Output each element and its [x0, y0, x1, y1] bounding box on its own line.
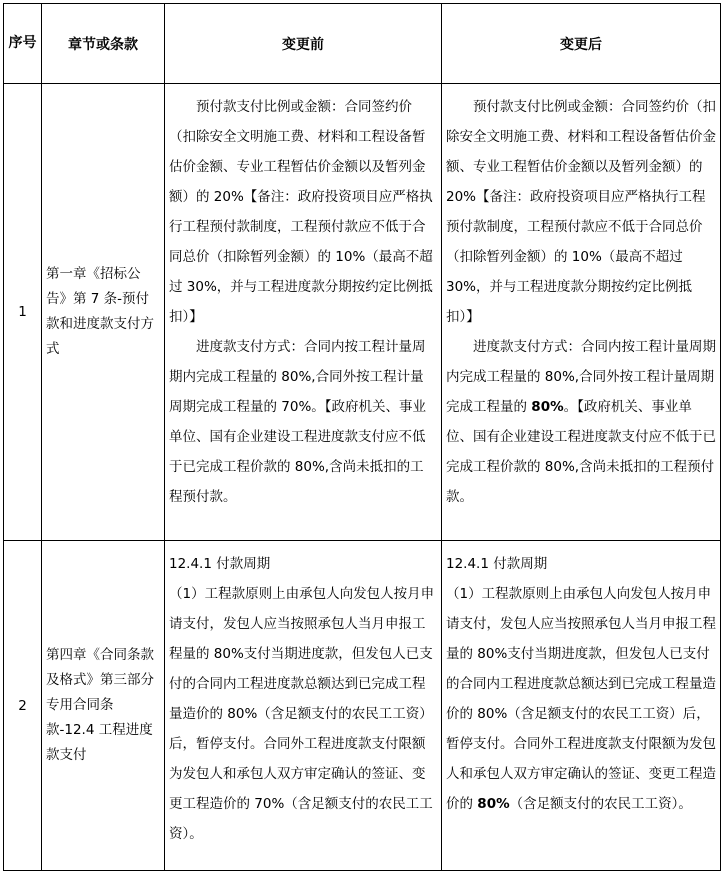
row-chapter: 第一章《招标公告》第 7 条-预付款和进度款支付方式 [42, 84, 165, 541]
header-before: 变更前 [165, 4, 442, 84]
row-seq: 1 [4, 84, 42, 541]
before-cell [165, 541, 442, 871]
header-after: 变更后 [442, 4, 721, 84]
after-paragraph [446, 579, 716, 819]
before-paragraph: （1）工程款原则上由承包人向发包人按月申请支付，发包人应当按照承包人当月申报工程量的 80%支付当期进度款，但发包人已支付的合同内工程进度款总额达到已完成工程量造价的 80%（含足额支付的农民工工资）后，暂停支付。合同外工程进度款支付限额为发包人和承包人双方审定确认的签证、变更工程造价的 70%（含足额支付的农民工工资）。 [169, 586, 435, 842]
after-paragraph: 12.4.1 付款周期 [446, 556, 548, 572]
table-header-row [4, 4, 721, 84]
header-chapter: 章节或条款 [42, 4, 165, 84]
row-seq: 2 [4, 541, 42, 871]
before-cell [165, 84, 442, 541]
changed-value: 80% [477, 796, 510, 812]
before-paragraph: 进度款支付方式：合同内按工程计量周期内完成工程量的 80%,合同外按工程计量周期完成工程量的 70%。【政府机关、事业单位、国有企业建设工程进度款支付应不低于已完成工程价款的 80%,含尚未抵扣的工程预付款。 [169, 339, 427, 505]
changed-value: 80% [531, 399, 564, 415]
after-cell [442, 541, 721, 871]
after-text: 。【政府机关、事业单位、国有企业建设工程进度款支付应不低于已完成工程价款的 80%,含尚未抵扣的工程预付款。 [446, 399, 716, 505]
after-text: （含足额支付的农民工工资）。 [509, 796, 692, 812]
change-comparison-table [3, 3, 721, 871]
table-row [4, 541, 721, 871]
after-paragraph: 预付款支付比例或金额：合同签约价（扣除安全文明施工费、材料和工程设备暂估价金额、专业工程暂估价金额以及暂列金额）的 20%【备注：政府投资项目应严格执行工程预付款制度，工程预付款应不低于合同总价（扣除暂列金额）的 10%（最高不超过 30%，并与工程进度款分期按约定比例抵扣）】 [446, 99, 716, 325]
row-chapter: 第四章《合同条款及格式》第三部分专用合同条款-12.4 工程进度款支付 [42, 541, 165, 871]
after-paragraph [446, 332, 716, 512]
after-text: 进度款支付方式：合同内按工程计量周期内完成工程量的 80%,合同外按工程计量周期完成工程量的 [446, 339, 716, 415]
before-paragraph: 预付款支付比例或金额：合同签约价（扣除安全文明施工费、材料和工程设备暂估价金额、专业工程暂估价金额以及暂列金额）的 20%【备注：政府投资项目应严格执行工程预付款制度，工程预付款应不低于合同总价（扣除暂列金额）的 10%（最高不超过 30%，并与工程进度款分期按约定比例抵扣）】 [169, 99, 433, 325]
after-cell [442, 84, 721, 541]
header-seq: 序号 [4, 4, 42, 84]
before-paragraph: 12.4.1 付款周期 [169, 556, 271, 572]
table-row [4, 84, 721, 541]
after-text: （1）工程款原则上由承包人向发包人按月申请支付，发包人应当按照承包人当月申报工程量的 80%支付当期进度款，但发包人已支付的合同内工程进度款总额达到已完成工程量造价的 80%（含足额支付的农民工工资）后，暂停支付。合同外工程进度款支付限额为发包人和承包人双方审定确认的签证、变更工程造价的 [446, 586, 716, 812]
